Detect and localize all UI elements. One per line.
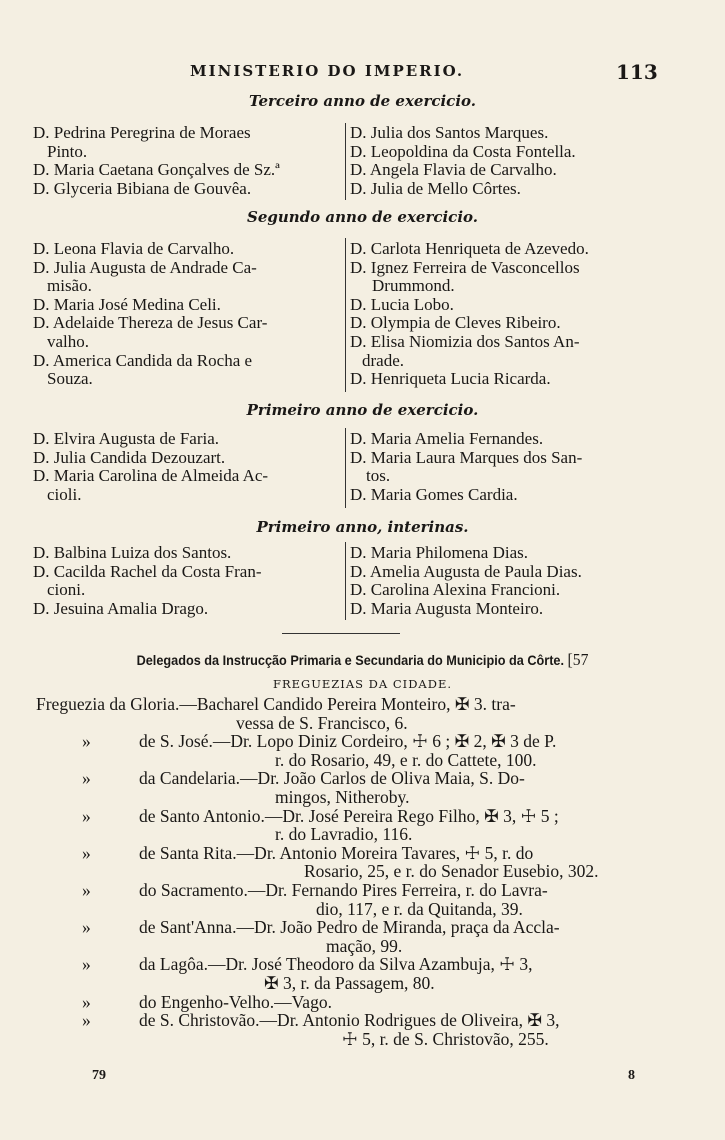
name-line: D. Jesuina Amalia Drago. bbox=[33, 599, 209, 618]
name-line: tos. bbox=[366, 467, 391, 486]
ditto-mark: » bbox=[82, 954, 91, 975]
left-column-interinas bbox=[33, 544, 343, 618]
name-line: D. Balbina Luiza dos Santos. bbox=[33, 544, 232, 562]
list-item bbox=[36, 844, 676, 881]
name-line: D. Ignez Ferreira de Vasconcellos bbox=[350, 258, 580, 277]
name-line: D. Maria Philomena Dias. bbox=[350, 544, 528, 562]
entry-continuation: dio, 117, e r. da Quitanda, 39. bbox=[316, 898, 523, 919]
ditto-mark: » bbox=[82, 805, 91, 826]
name-line: D. America Candida da Rocha e bbox=[33, 351, 253, 370]
footer-signature-left: 79 bbox=[92, 1068, 106, 1083]
name-line: D. Henriqueta Lucia Ricarda. bbox=[350, 370, 551, 389]
entry-continuation: r. do Rosario, 49, e r. do Cattete, 100. bbox=[275, 749, 537, 770]
name-line: D. Elisa Niomizia dos Santos An- bbox=[350, 332, 580, 351]
list-item bbox=[36, 769, 676, 806]
name-line: D. Pedrina Peregrina de Moraes bbox=[33, 124, 251, 142]
section-heading-primeiro: Primeiro anno de exercicio. bbox=[246, 401, 479, 419]
section-rule bbox=[282, 633, 400, 634]
freguezias-subheading: FREGUEZIAS DA CIDADE. bbox=[273, 677, 452, 691]
right-column-primeiro bbox=[350, 430, 695, 504]
name-line: D. Julia Augusta de Andrade Ca- bbox=[33, 258, 257, 277]
list-item bbox=[36, 918, 676, 955]
delegados-list bbox=[36, 695, 676, 1048]
name-line: Drummond. bbox=[372, 277, 455, 296]
entry-text: da Lagôa.—Dr. José Theodoro da Silva Azambuja, ☩ 3, bbox=[139, 954, 533, 975]
column-divider bbox=[345, 428, 346, 508]
name-line: D. Carlota Henriqueta de Azevedo. bbox=[350, 240, 589, 258]
name-line: D. Maria Gomes Cardia. bbox=[350, 485, 518, 504]
list-item bbox=[36, 1011, 676, 1048]
name-line: D. Maria José Medina Celi. bbox=[33, 295, 221, 314]
name-line: D. Amelia Augusta de Paula Dias. bbox=[350, 562, 582, 581]
section-heading-segundo: Segundo anno de exercicio. bbox=[247, 208, 478, 226]
entry-continuation: ✠ 3, r. da Passagem, 80. bbox=[264, 972, 435, 993]
entry-continuation: r. do Lavradio, 116. bbox=[275, 824, 413, 845]
ditto-mark: » bbox=[82, 768, 91, 789]
entry-text: de Sant'Anna.—Dr. João Pedro de Miranda, praça da Accla- bbox=[139, 917, 560, 938]
list-item bbox=[36, 881, 676, 918]
name-line: drade. bbox=[362, 351, 405, 370]
name-line: D. Maria Caetana Gonçalves de Sz.ª bbox=[33, 161, 280, 180]
name-line: cioli. bbox=[47, 485, 82, 504]
ditto-mark: » bbox=[82, 1010, 91, 1031]
entry-continuation: vessa de S. Francisco, 6. bbox=[236, 712, 408, 733]
right-column-segundo bbox=[350, 240, 695, 389]
name-line: D. Leopoldina da Costa Fontella. bbox=[350, 142, 576, 161]
footer-signature-right: 8 bbox=[628, 1068, 635, 1083]
name-line: Souza. bbox=[47, 370, 93, 389]
name-line: D. Maria Carolina de Almeida Ac- bbox=[33, 467, 269, 486]
entry-continuation: Rosario, 25, e r. do Senador Eusebio, 302. bbox=[304, 861, 599, 882]
column-divider bbox=[345, 123, 346, 200]
ditto-mark: » bbox=[82, 991, 91, 1012]
name-line: D. Carolina Alexina Francioni. bbox=[350, 581, 561, 600]
entry-text: de S. José.—Dr. Lopo Diniz Cordeiro, ☩ 6 ; ✠ 2, ✠ 3 de P. bbox=[139, 731, 557, 752]
section-heading-interinas: Primeiro anno, interinas. bbox=[256, 518, 469, 536]
entry-text: de S. Christovão.—Dr. Antonio Rodrigues de Oliveira, ✠ 3, bbox=[139, 1010, 560, 1031]
entry-continuation: mação, 99. bbox=[326, 935, 403, 956]
entry-text: da Candelaria.—Dr. João Carlos de Oliva Maia, S. Do- bbox=[139, 768, 525, 789]
name-line: D. Julia dos Santos Marques. bbox=[350, 124, 549, 142]
column-divider bbox=[345, 542, 346, 620]
list-item bbox=[36, 807, 676, 844]
page-title: MINISTERIO DO IMPERIO. bbox=[190, 62, 465, 80]
name-line: D. Maria Augusta Monteiro. bbox=[350, 599, 544, 618]
left-column-primeiro bbox=[33, 430, 343, 504]
ditto-mark: » bbox=[82, 731, 91, 752]
name-line: D. Angela Flavia de Carvalho. bbox=[350, 161, 557, 180]
entry-text: do Sacramento.—Dr. Fernando Pires Ferreira, r. do Lavra- bbox=[139, 879, 548, 900]
name-line: D. Adelaide Thereza de Jesus Car- bbox=[33, 314, 268, 333]
left-column-terceiro bbox=[33, 124, 343, 198]
right-column-terceiro bbox=[350, 124, 695, 198]
name-line: D. Cacilda Rachel da Costa Fran- bbox=[33, 562, 262, 581]
name-line: D. Olympia de Cleves Ribeiro. bbox=[350, 314, 561, 333]
entry-text: de Santo Antonio.—Dr. José Pereira Rego Filho, ✠ 3, ☩ 5 ; bbox=[139, 805, 559, 826]
name-line: D. Glyceria Bibiana de Gouvêa. bbox=[33, 179, 252, 198]
page-number: 113 bbox=[616, 60, 658, 84]
name-line: D. Lucia Lobo. bbox=[350, 295, 454, 314]
running-header bbox=[0, 60, 725, 86]
left-column-segundo bbox=[33, 240, 343, 389]
list-item bbox=[36, 993, 676, 1012]
ditto-mark: » bbox=[82, 879, 91, 900]
name-line: misão. bbox=[47, 277, 92, 296]
name-line: D. Maria Laura Marques dos San- bbox=[350, 448, 583, 467]
entry-text: do Engenho-Velho.—Vago. bbox=[139, 991, 332, 1012]
entry-text: de Santa Rita.—Dr. Antonio Moreira Tavares, ☩ 5, r. do bbox=[139, 842, 534, 863]
ditto-mark: » bbox=[82, 842, 91, 863]
entry-continuation: ☩ 5, r. de S. Christovão, 255. bbox=[342, 1028, 549, 1049]
list-item bbox=[36, 732, 676, 769]
delegados-title: Delegados da Instrucção Primaria e Secundaria do Municipio da Côrte. bbox=[136, 653, 565, 668]
name-line: D. Leona Flavia de Carvalho. bbox=[33, 240, 235, 258]
list-item bbox=[36, 955, 676, 992]
entry-continuation: mingos, Nitheroby. bbox=[275, 786, 410, 807]
name-line: valho. bbox=[47, 332, 90, 351]
list-item bbox=[36, 695, 676, 732]
right-column-interinas bbox=[350, 544, 695, 618]
name-line: Pinto. bbox=[47, 142, 88, 161]
column-divider bbox=[345, 238, 346, 392]
page-reference: [57 bbox=[567, 650, 589, 669]
name-line: D. Julia Candida Dezouzart. bbox=[33, 448, 226, 467]
delegados-heading bbox=[29, 650, 696, 670]
name-line: D. Elvira Augusta de Faria. bbox=[33, 430, 220, 448]
name-line: cioni. bbox=[47, 581, 86, 600]
section-heading-terceiro: Terceiro anno de exercicio. bbox=[249, 92, 476, 110]
name-line: D. Julia de Mello Côrtes. bbox=[350, 179, 521, 198]
entry-text: Freguezia da Gloria.—Bacharel Candido Pereira Monteiro, ✠ 3. tra- bbox=[36, 694, 516, 714]
ditto-mark: » bbox=[82, 917, 91, 938]
name-line: D. Maria Amelia Fernandes. bbox=[350, 430, 544, 448]
